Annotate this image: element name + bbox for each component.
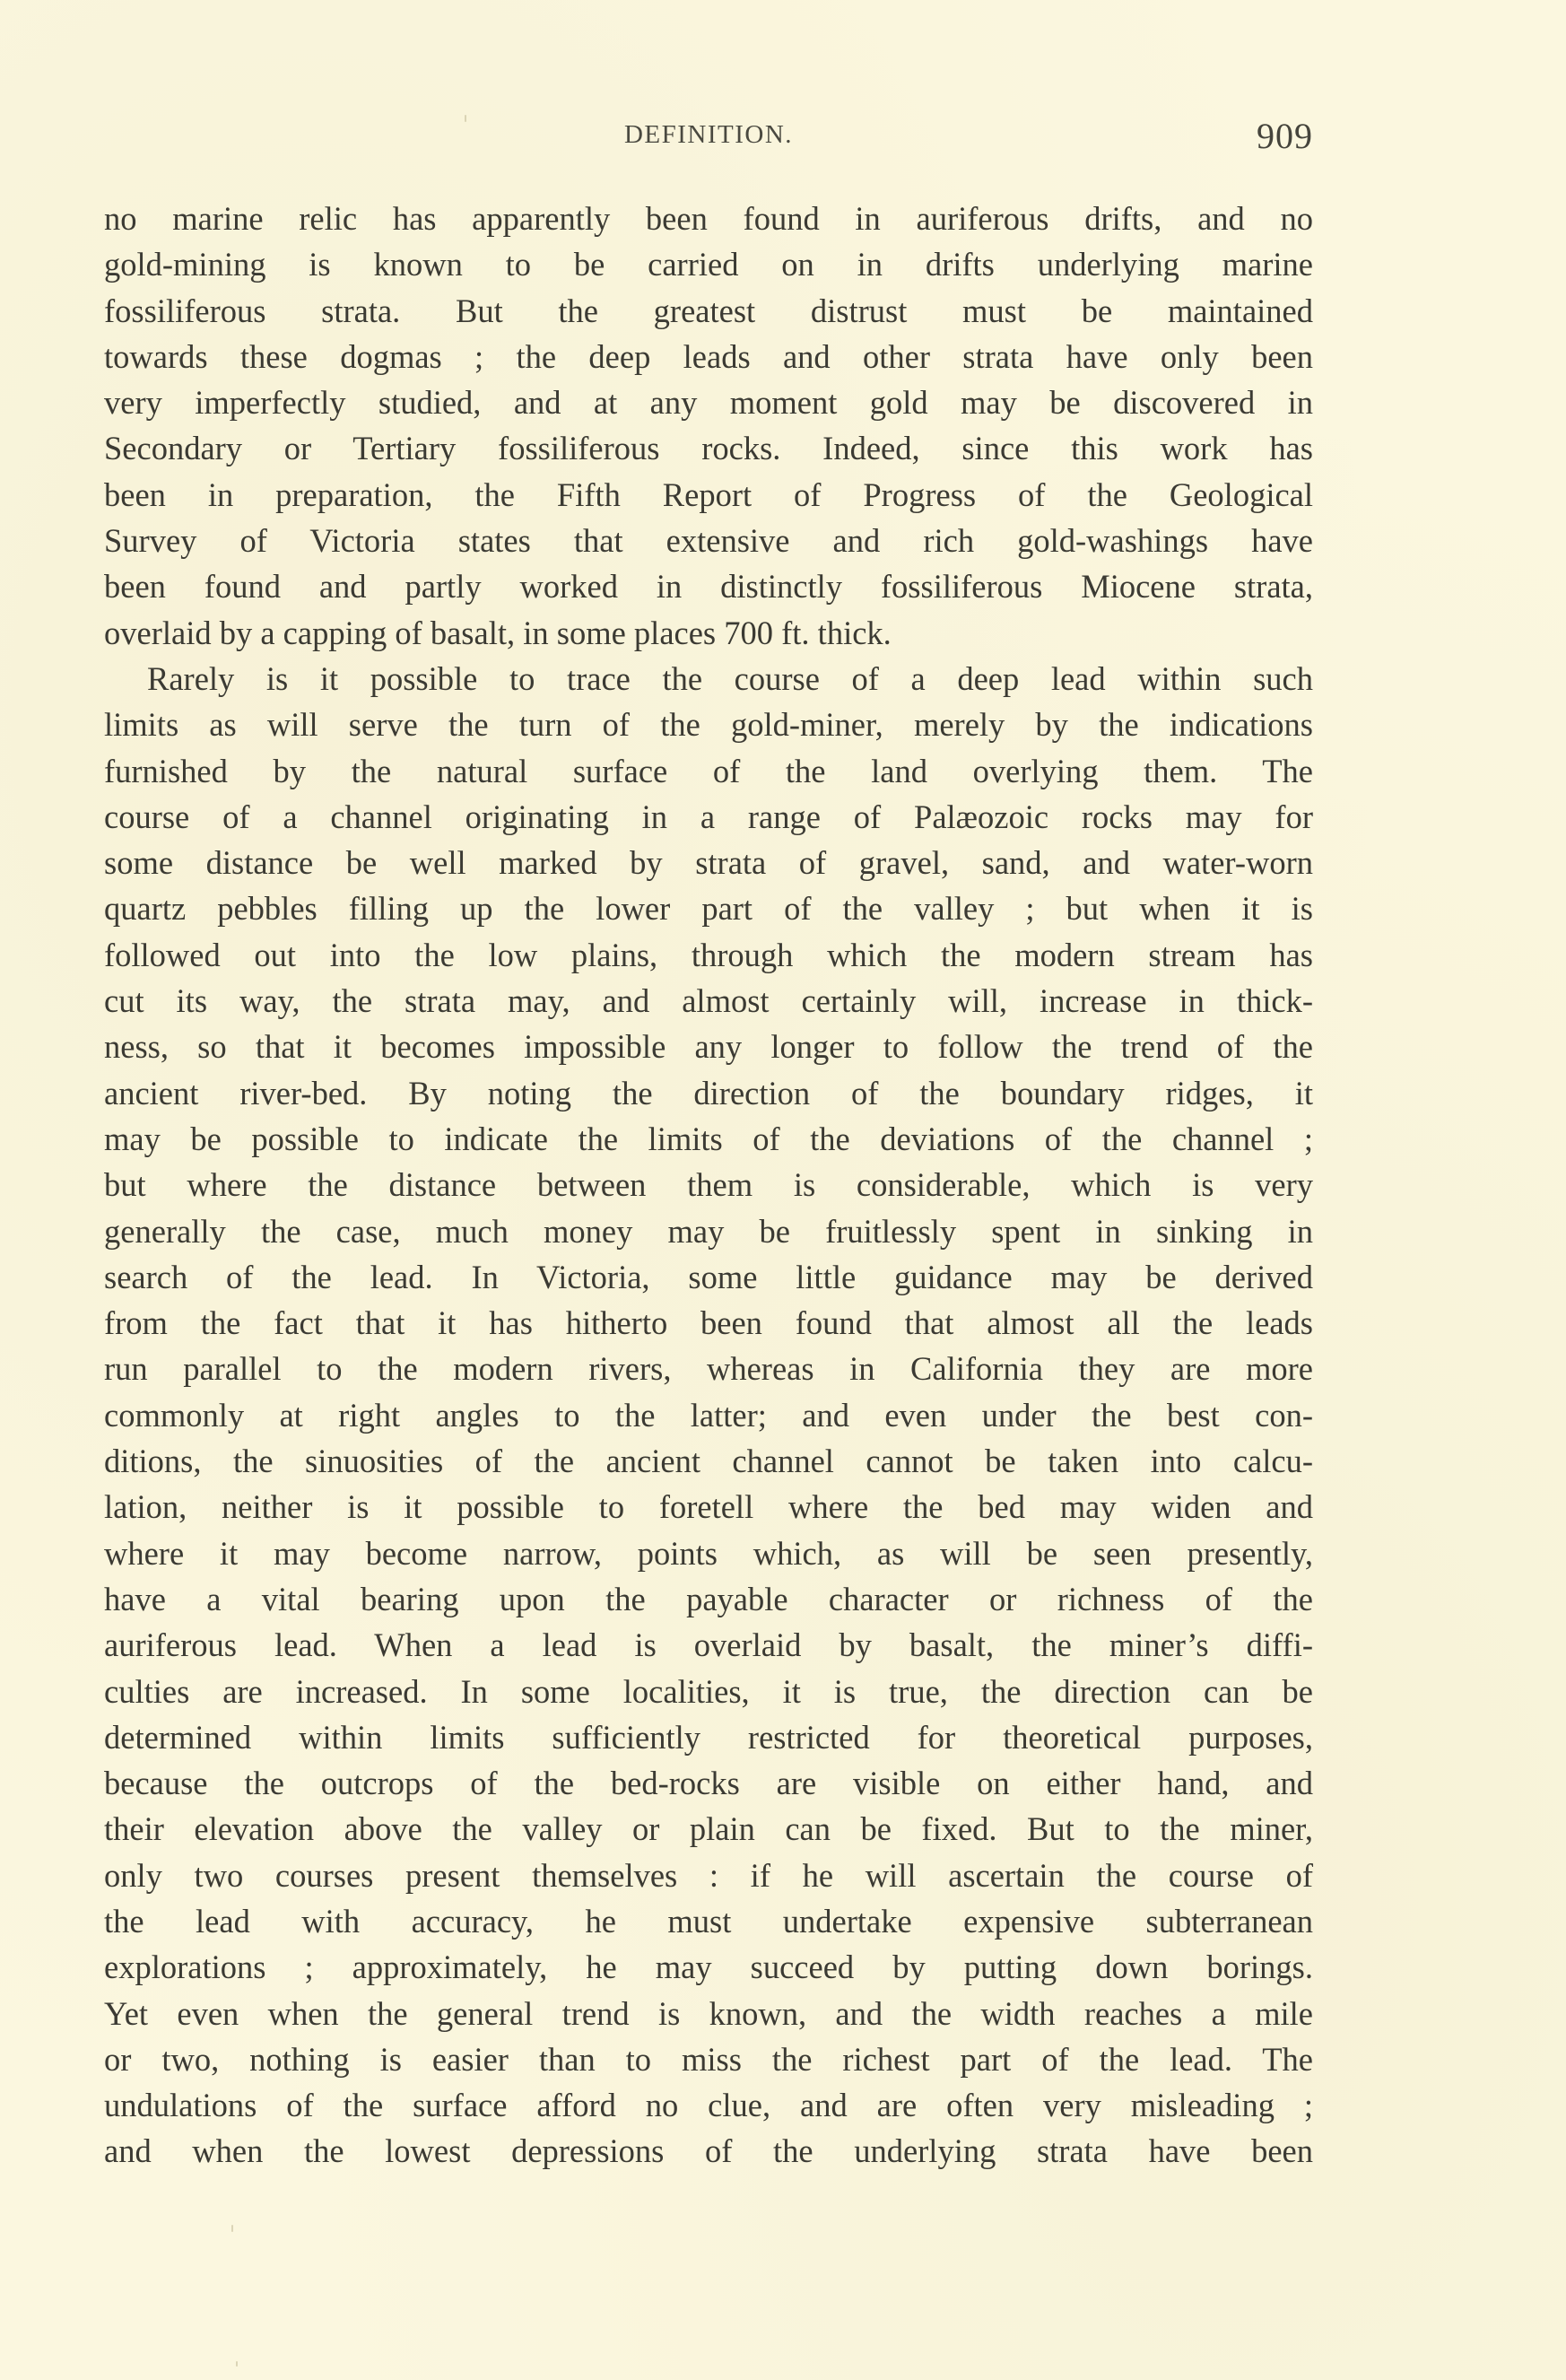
text-line: only two courses present themselves : if he will ascertain the course of (104, 1856, 1313, 1894)
text-line: and when the lowest depressions of the underlying strata have been (104, 2132, 1313, 2170)
text-line: or two, nothing is easier than to miss the richest part of the lead. The (104, 2040, 1313, 2078)
text-line: ness, so that it becomes impossible any longer to follow the trend of the (104, 1028, 1313, 1066)
text-line: undulations of the surface afford no clue, and are often very misleading ; (104, 2087, 1313, 2124)
text-line: culties are increased. In some localities, it is true, the direction can be (104, 1672, 1313, 1710)
text-line: furnished by the natural surface of the land overlying them. The (104, 752, 1313, 789)
text-line: may be possible to indicate the limits of the deviations of the channel ; (104, 1120, 1313, 1157)
running-head (104, 115, 1313, 160)
text-line: ditions, the sinuosities of the ancient channel cannot be taken into calcu- (104, 1443, 1313, 1480)
text-line: Yet even when the general trend is known, and the width reaches a mile (104, 1994, 1313, 2032)
running-title: DEFINITION. (623, 120, 794, 149)
text-line: followed out into the low plains, through which the modern stream has (104, 936, 1313, 973)
page-number: 909 (1257, 116, 1313, 156)
text-line: because the outcrops of the bed-rocks are visible on either hand, and (104, 1765, 1313, 1802)
text-line: quartz pebbles filling up the lower part of the valley ; but when it is (104, 890, 1313, 928)
text-line: lation, neither is it possible to foretell where the bed may widen and (104, 1488, 1313, 1526)
text-line: gold-mining is known to be carried on in drifts underlying marine (104, 246, 1313, 283)
text-line: fossiliferous strata. But the greatest distrust must be maintained (104, 292, 1313, 329)
text-line: where it may become narrow, points which, as will be seen presently, (104, 1534, 1313, 1572)
text-line: overlaid by a capping of basalt, in some places 700 ft. thick. (104, 614, 892, 651)
text-line: no marine relic has apparently been found in auriferous drifts, and no (104, 200, 1313, 237)
text-line: but where the distance between them is considerable, which is very (104, 1166, 1313, 1204)
text-line: commonly at right angles to the latter; and even under the best con- (104, 1396, 1313, 1434)
text-line: from the fact that it has hitherto been found that almost all the leads (104, 1304, 1313, 1342)
text-line: cut its way, the strata may, and almost certainly will, increase in thick- (104, 982, 1313, 1020)
text-line: been found and partly worked in distinctly fossiliferous Miocene strata, (104, 568, 1313, 606)
text-line: been in preparation, the Fifth Report of Progress of the Geological (104, 475, 1313, 513)
text-line: run parallel to the modern rivers, whereas in California they are more (104, 1350, 1313, 1388)
paper-speck (231, 2225, 233, 2232)
text-line: generally the case, much money may be fruitlessly spent in sinking in (104, 1212, 1313, 1250)
text-line: Secondary or Tertiary fossiliferous rocks. Indeed, since this work has (104, 430, 1313, 467)
text-line: auriferous lead. When a lead is overlaid by basalt, the miner’s diffi- (104, 1626, 1313, 1664)
text-line: search of the lead. In Victoria, some little guidance may be derived (104, 1258, 1313, 1295)
text-line: some distance be well marked by strata of gravel, sand, and water-worn (104, 844, 1313, 882)
text-line: towards these dogmas ; the deep leads and other strata have only been (104, 337, 1313, 375)
text-line: limits as will serve the turn of the gold-miner, merely by the indications (104, 706, 1313, 744)
text-line: ancient river-bed. By noting the direction of the boundary ridges, it (104, 1074, 1313, 1112)
text-line: determined within limits sufficiently restricted for theoretical purposes, (104, 1718, 1313, 1756)
text-line: course of a channel originating in a range of Palæozoic rocks may for (104, 798, 1313, 835)
text-line: their elevation above the valley or plain can be fixed. But to the miner, (104, 1810, 1313, 1848)
paragraph-1 (104, 196, 1313, 656)
text-line: Survey of Victoria states that extensive and rich gold-washings have (104, 522, 1313, 560)
text-line: Rarely is it possible to trace the course of a deep lead within such (147, 659, 1313, 697)
paper-speck (236, 2361, 238, 2367)
body-text (104, 196, 1313, 2175)
paragraph-2 (104, 656, 1313, 2175)
text-line: explorations ; approximately, he may succeed by putting down borings. (104, 1948, 1313, 1986)
text-line: very imperfectly studied, and at any moment gold may be discovered in (104, 384, 1313, 422)
text-line: have a vital bearing upon the payable character or richness of the (104, 1580, 1313, 1617)
text-line: the lead with accuracy, he must undertake expensive subterranean (104, 1902, 1313, 1940)
